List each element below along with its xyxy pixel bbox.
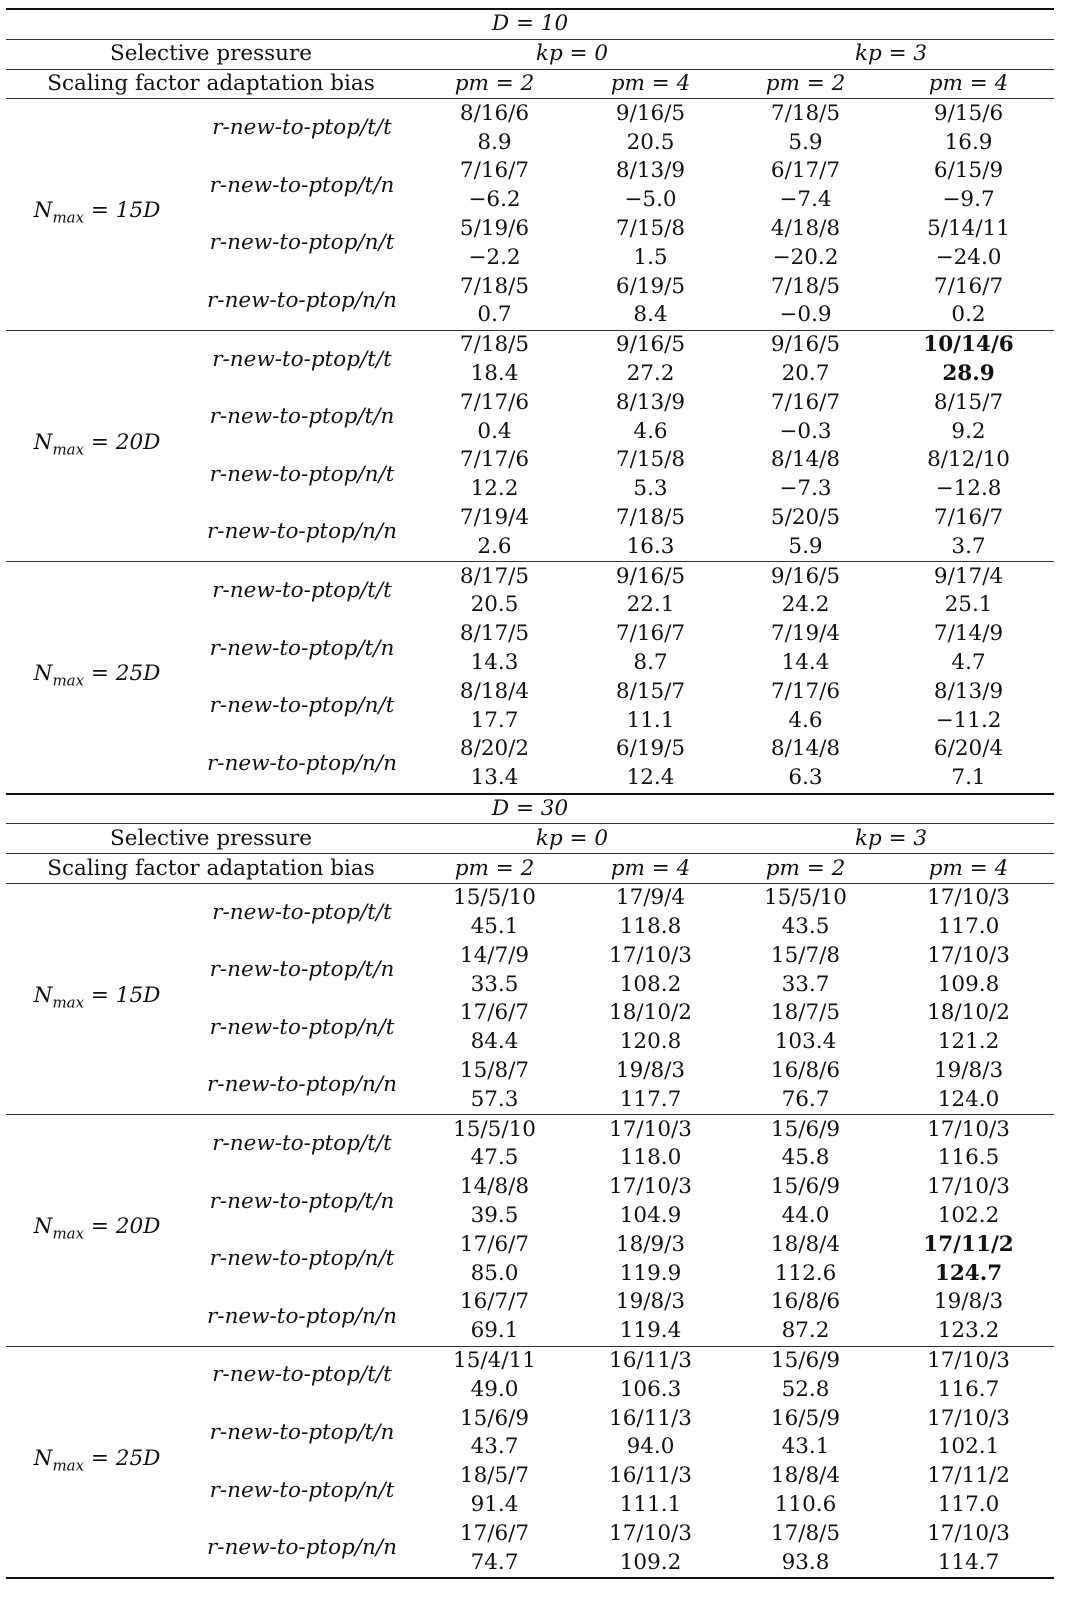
counts-cell: 18/10/2 bbox=[609, 1000, 692, 1026]
score-cell: −0.3 bbox=[779, 418, 832, 444]
score-cell: 14.3 bbox=[470, 649, 519, 675]
score-cell: 8.9 bbox=[477, 129, 512, 155]
score-cell: −24.0 bbox=[935, 244, 1002, 270]
counts-cell: 17/11/2 bbox=[927, 1463, 1010, 1489]
results-table-body bbox=[6, 9, 1054, 1578]
variant-label: r-new-to-ptop/t/n bbox=[209, 957, 395, 983]
score-cell: 49.0 bbox=[470, 1376, 519, 1402]
counts-cell: 8/13/9 bbox=[615, 389, 686, 415]
counts-cell: 17/10/3 bbox=[927, 1520, 1010, 1546]
score-cell: 3.7 bbox=[951, 533, 986, 559]
score-cell: 13.4 bbox=[470, 765, 519, 791]
score-cell: 119.4 bbox=[619, 1318, 682, 1344]
variant-label: r-new-to-ptop/t/t bbox=[188, 330, 416, 388]
counts-cell: 15/5/10 bbox=[416, 883, 573, 912]
counts-cell: 7/19/4 bbox=[459, 504, 530, 530]
counts-cell: 7/15/8 bbox=[615, 215, 686, 241]
counts-cell: 17/10/3 bbox=[609, 1520, 692, 1546]
counts-cell: 17/10/3 bbox=[883, 1115, 1054, 1144]
variant-label: r-new-to-ptop/n/t bbox=[209, 1014, 395, 1040]
score-cell: 12.4 bbox=[626, 765, 675, 791]
nmax-value: 20D bbox=[115, 429, 161, 455]
score-cell: 124.7 bbox=[934, 1260, 1003, 1286]
score-cell: 5.9 bbox=[788, 129, 823, 155]
counts-cell: 17/10/3 bbox=[883, 883, 1054, 912]
score-cell: −7.4 bbox=[779, 187, 832, 213]
score-cell: 16.9 bbox=[944, 129, 993, 155]
counts-cell: 8/14/8 bbox=[770, 447, 841, 473]
counts-cell: 16/8/6 bbox=[770, 1289, 841, 1315]
counts-cell: 17/10/3 bbox=[927, 1174, 1010, 1200]
dimension-label: D = 30 bbox=[6, 794, 1054, 824]
counts-cell: 9/16/5 bbox=[728, 562, 883, 591]
counts-cell: 17/8/5 bbox=[770, 1520, 841, 1546]
counts-cell: 15/6/9 bbox=[459, 1405, 530, 1431]
score-cell: 4.6 bbox=[633, 418, 668, 444]
nmax-label: $N_{max} = 20D$ bbox=[6, 1115, 188, 1346]
counts-cell: 9/16/5 bbox=[573, 330, 728, 359]
counts-cell: 5/20/5 bbox=[770, 504, 841, 530]
counts-cell: 15/8/7 bbox=[459, 1058, 530, 1084]
pm-header: pm = 4 bbox=[883, 854, 1054, 884]
counts-cell: 10/14/6 bbox=[883, 330, 1054, 359]
variant-label: r-new-to-ptop/t/n bbox=[209, 404, 395, 430]
variant-label: r-new-to-ptop/t/n bbox=[209, 1188, 395, 1214]
score-cell: 0.4 bbox=[477, 418, 512, 444]
counts-cell: 18/7/5 bbox=[770, 1000, 841, 1026]
counts-cell: 15/6/9 bbox=[728, 1115, 883, 1144]
variant-label: r-new-to-ptop/n/n bbox=[207, 287, 397, 313]
bias-header-row bbox=[6, 854, 1054, 884]
score-cell: 24.2 bbox=[781, 592, 830, 618]
counts-cell: 18/8/4 bbox=[770, 1463, 841, 1489]
variant-label: r-new-to-ptop/n/n bbox=[207, 750, 397, 776]
table-row bbox=[6, 883, 1054, 912]
table-row bbox=[6, 99, 1054, 128]
counts-cell: 7/17/6 bbox=[459, 389, 530, 415]
score-cell: 106.3 bbox=[619, 1376, 682, 1402]
score-cell: 0.7 bbox=[477, 302, 512, 328]
nmax-label: $N_{max} = 20D$ bbox=[6, 330, 188, 561]
variant-label: r-new-to-ptop/n/t bbox=[209, 461, 395, 487]
score-cell: 102.2 bbox=[937, 1203, 1000, 1229]
score-cell: 69.1 bbox=[470, 1318, 519, 1344]
score-cell: −5.0 bbox=[624, 187, 677, 213]
counts-cell: 7/15/8 bbox=[615, 447, 686, 473]
counts-cell: 16/5/9 bbox=[770, 1405, 841, 1431]
score-cell: 94.0 bbox=[626, 1434, 675, 1460]
score-cell: 20.5 bbox=[626, 129, 675, 155]
counts-cell: 18/10/2 bbox=[927, 1000, 1010, 1026]
variant-label: r-new-to-ptop/n/n bbox=[207, 1303, 397, 1329]
score-cell: 20.7 bbox=[781, 360, 830, 386]
score-cell: 28.9 bbox=[942, 360, 995, 386]
score-cell: 117.7 bbox=[619, 1086, 682, 1112]
score-cell: 118.8 bbox=[619, 914, 682, 940]
counts-cell: 8/14/8 bbox=[770, 736, 841, 762]
score-cell: 25.1 bbox=[944, 592, 993, 618]
counts-cell: 16/8/6 bbox=[770, 1058, 841, 1084]
score-cell: 57.3 bbox=[470, 1086, 519, 1112]
table-row bbox=[6, 1115, 1054, 1144]
counts-cell: 17/11/2 bbox=[923, 1231, 1014, 1257]
counts-cell: 9/16/5 bbox=[728, 330, 883, 359]
table-row bbox=[6, 562, 1054, 591]
score-cell: 84.4 bbox=[470, 1029, 519, 1055]
counts-cell: 16/11/3 bbox=[609, 1405, 692, 1431]
counts-cell: 19/8/3 bbox=[615, 1058, 686, 1084]
score-cell: 2.6 bbox=[477, 533, 512, 559]
nmax-label: $N_{max} = 25D$ bbox=[6, 1346, 188, 1578]
score-cell: −9.7 bbox=[942, 187, 995, 213]
score-cell: 117.0 bbox=[937, 1492, 1000, 1518]
variant-label: r-new-to-ptop/n/t bbox=[209, 1477, 395, 1503]
score-cell: 6.3 bbox=[788, 765, 823, 791]
table-row bbox=[6, 330, 1054, 359]
score-cell: 102.1 bbox=[937, 1434, 1000, 1460]
variant-label: r-new-to-ptop/n/t bbox=[209, 230, 395, 256]
variant-label: r-new-to-ptop/t/n bbox=[209, 635, 395, 661]
counts-cell: 17/6/7 bbox=[459, 1520, 530, 1546]
variant-label: r-new-to-ptop/t/t bbox=[188, 883, 416, 941]
variant-label: r-new-to-ptop/n/n bbox=[207, 1072, 397, 1098]
variant-label: r-new-to-ptop/t/t bbox=[188, 1115, 416, 1173]
counts-cell: 5/19/6 bbox=[459, 215, 530, 241]
score-cell: 43.5 bbox=[781, 914, 830, 940]
counts-cell: 8/15/7 bbox=[615, 678, 686, 704]
score-cell: 74.7 bbox=[416, 1548, 573, 1578]
variant-label: r-new-to-ptop/n/t bbox=[209, 693, 395, 719]
table-row bbox=[6, 1346, 1054, 1375]
score-cell: 9.2 bbox=[951, 418, 986, 444]
score-cell: 7.1 bbox=[951, 765, 986, 791]
score-cell: −12.8 bbox=[935, 476, 1002, 502]
counts-cell: 17/10/3 bbox=[883, 1346, 1054, 1375]
score-cell: 109.2 bbox=[573, 1548, 728, 1578]
score-cell: 12.2 bbox=[470, 476, 519, 502]
kp-header: kp = 0 bbox=[416, 824, 728, 854]
variant-label: r-new-to-ptop/n/t bbox=[209, 1246, 395, 1272]
score-cell: 5.3 bbox=[633, 476, 668, 502]
counts-cell: 7/18/5 bbox=[728, 99, 883, 128]
pm-header: pm = 2 bbox=[416, 854, 573, 884]
counts-cell: 17/10/3 bbox=[573, 1115, 728, 1144]
counts-cell: 14/7/9 bbox=[459, 942, 530, 968]
score-cell: 17.7 bbox=[470, 707, 519, 733]
score-cell: 43.1 bbox=[781, 1434, 830, 1460]
score-cell: 27.2 bbox=[626, 360, 675, 386]
variant-label: r-new-to-ptop/t/n bbox=[209, 1420, 395, 1446]
dimension-row bbox=[6, 794, 1054, 824]
counts-cell: 14/8/8 bbox=[459, 1174, 530, 1200]
counts-cell: 7/18/5 bbox=[416, 330, 573, 359]
kp-header: kp = 3 bbox=[728, 39, 1054, 69]
counts-cell: 4/18/8 bbox=[770, 215, 841, 241]
counts-cell: 15/5/10 bbox=[728, 883, 883, 912]
counts-cell: 19/8/3 bbox=[615, 1289, 686, 1315]
score-cell: 5.9 bbox=[788, 533, 823, 559]
counts-cell: 17/10/3 bbox=[927, 1405, 1010, 1431]
selective-pressure-row bbox=[6, 824, 1054, 854]
score-cell: 18.4 bbox=[470, 360, 519, 386]
score-cell: 0.2 bbox=[951, 302, 986, 328]
score-cell: 112.6 bbox=[774, 1260, 837, 1286]
score-cell: 91.4 bbox=[470, 1492, 519, 1518]
score-cell: 110.6 bbox=[774, 1492, 837, 1518]
selective-pressure-row bbox=[6, 39, 1054, 69]
score-cell: 120.8 bbox=[619, 1029, 682, 1055]
score-cell: 108.2 bbox=[619, 971, 682, 997]
counts-cell: 8/17/5 bbox=[459, 621, 530, 647]
pm-header: pm = 4 bbox=[573, 69, 728, 99]
counts-cell: 8/13/9 bbox=[615, 158, 686, 184]
nmax-label: $N_{max} = 25D$ bbox=[6, 562, 188, 794]
counts-cell: 17/9/4 bbox=[573, 883, 728, 912]
counts-cell: 6/19/5 bbox=[615, 736, 686, 762]
score-cell: 1.5 bbox=[633, 244, 668, 270]
score-cell: 85.0 bbox=[470, 1260, 519, 1286]
selective-pressure-label: Selective pressure bbox=[6, 824, 416, 854]
kp-header: kp = 0 bbox=[416, 39, 728, 69]
counts-cell: 7/16/7 bbox=[615, 621, 686, 647]
bias-label: Scaling factor adaptation bias bbox=[6, 69, 416, 99]
score-cell: 16.3 bbox=[626, 533, 675, 559]
nmax-value: 25D bbox=[115, 661, 161, 687]
score-cell: −2.2 bbox=[468, 244, 521, 270]
score-cell: 45.8 bbox=[781, 1145, 830, 1171]
counts-cell: 8/18/4 bbox=[459, 678, 530, 704]
counts-cell: 17/10/3 bbox=[927, 942, 1010, 968]
counts-cell: 6/15/9 bbox=[933, 158, 1004, 184]
score-cell: 8.7 bbox=[633, 649, 668, 675]
score-cell: 121.2 bbox=[937, 1029, 1000, 1055]
score-cell: 4.7 bbox=[951, 649, 986, 675]
results-table bbox=[6, 8, 1054, 1579]
nmax-value: 20D bbox=[115, 1214, 161, 1240]
variant-label: r-new-to-ptop/n/n bbox=[207, 519, 397, 545]
score-cell: 20.5 bbox=[470, 592, 519, 618]
score-cell: 109.8 bbox=[937, 971, 1000, 997]
counts-cell: 15/6/9 bbox=[770, 1174, 841, 1200]
score-cell: 11.1 bbox=[626, 707, 675, 733]
score-cell: 76.7 bbox=[781, 1086, 830, 1112]
nmax-label: $N_{max} = 15D$ bbox=[6, 883, 188, 1114]
bias-header-row bbox=[6, 69, 1054, 99]
nmax-value: 15D bbox=[115, 982, 161, 1008]
counts-cell: 9/17/4 bbox=[883, 562, 1054, 591]
score-cell: 87.2 bbox=[781, 1318, 830, 1344]
counts-cell: 8/15/7 bbox=[933, 389, 1004, 415]
variant-label: r-new-to-ptop/n/n bbox=[207, 1535, 397, 1561]
counts-cell: 7/16/7 bbox=[933, 504, 1004, 530]
kp-header: kp = 3 bbox=[728, 824, 1054, 854]
nmax-value: 25D bbox=[115, 1445, 161, 1471]
score-cell: 119.9 bbox=[619, 1260, 682, 1286]
counts-cell: 7/17/6 bbox=[770, 678, 841, 704]
counts-cell: 7/16/7 bbox=[933, 273, 1004, 299]
counts-cell: 7/14/9 bbox=[933, 621, 1004, 647]
counts-cell: 9/15/6 bbox=[883, 99, 1054, 128]
counts-cell: 17/6/7 bbox=[459, 1000, 530, 1026]
pm-header: pm = 2 bbox=[728, 854, 883, 884]
score-cell: 114.7 bbox=[883, 1548, 1054, 1578]
counts-cell: 17/10/3 bbox=[609, 1174, 692, 1200]
counts-cell: 9/16/5 bbox=[573, 99, 728, 128]
score-cell: 47.5 bbox=[470, 1145, 519, 1171]
pm-header: pm = 4 bbox=[573, 854, 728, 884]
counts-cell: 6/17/7 bbox=[770, 158, 841, 184]
counts-cell: 8/12/10 bbox=[927, 447, 1010, 473]
dimension-row bbox=[6, 9, 1054, 39]
counts-cell: 17/10/3 bbox=[609, 942, 692, 968]
score-cell: −7.3 bbox=[779, 476, 832, 502]
counts-cell: 15/4/11 bbox=[416, 1346, 573, 1375]
dimension-label: D = 10 bbox=[6, 9, 1054, 39]
score-cell: 116.7 bbox=[937, 1376, 1000, 1402]
nmax-value: 15D bbox=[115, 198, 161, 224]
score-cell: 116.5 bbox=[937, 1145, 1000, 1171]
counts-cell: 7/19/4 bbox=[770, 621, 841, 647]
bias-label: Scaling factor adaptation bias bbox=[6, 854, 416, 884]
counts-cell: 8/13/9 bbox=[933, 678, 1004, 704]
score-cell: 117.0 bbox=[937, 914, 1000, 940]
variant-label: r-new-to-ptop/t/n bbox=[209, 172, 395, 198]
score-cell: 39.5 bbox=[470, 1203, 519, 1229]
counts-cell: 8/16/6 bbox=[416, 99, 573, 128]
counts-cell: 19/8/3 bbox=[933, 1058, 1004, 1084]
score-cell: 4.6 bbox=[788, 707, 823, 733]
counts-cell: 17/6/7 bbox=[459, 1231, 530, 1257]
counts-cell: 16/11/3 bbox=[573, 1346, 728, 1375]
counts-cell: 6/19/5 bbox=[615, 273, 686, 299]
counts-cell: 16/7/7 bbox=[459, 1289, 530, 1315]
counts-cell: 7/18/5 bbox=[615, 504, 686, 530]
counts-cell: 9/16/5 bbox=[573, 562, 728, 591]
score-cell: 118.0 bbox=[619, 1145, 682, 1171]
counts-cell: 18/8/4 bbox=[770, 1231, 841, 1257]
score-cell: 124.0 bbox=[937, 1086, 1000, 1112]
score-cell: −20.2 bbox=[772, 244, 839, 270]
counts-cell: 8/17/5 bbox=[416, 562, 573, 591]
counts-cell: 15/5/10 bbox=[416, 1115, 573, 1144]
counts-cell: 16/11/3 bbox=[609, 1463, 692, 1489]
counts-cell: 5/14/11 bbox=[927, 215, 1010, 241]
score-cell: −6.2 bbox=[468, 187, 521, 213]
counts-cell: 7/18/5 bbox=[770, 273, 841, 299]
counts-cell: 7/17/6 bbox=[459, 447, 530, 473]
pm-header: pm = 2 bbox=[416, 69, 573, 99]
score-cell: 45.1 bbox=[470, 914, 519, 940]
score-cell: 111.1 bbox=[619, 1492, 682, 1518]
score-cell: 93.8 bbox=[728, 1548, 883, 1578]
counts-cell: 7/16/7 bbox=[770, 389, 841, 415]
score-cell: 33.7 bbox=[781, 971, 830, 997]
counts-cell: 6/20/4 bbox=[933, 736, 1004, 762]
score-cell: 8.4 bbox=[633, 302, 668, 328]
score-cell: 33.5 bbox=[470, 971, 519, 997]
counts-cell: 7/18/5 bbox=[459, 273, 530, 299]
score-cell: 22.1 bbox=[626, 592, 675, 618]
counts-cell: 7/16/7 bbox=[459, 158, 530, 184]
score-cell: 103.4 bbox=[774, 1029, 837, 1055]
score-cell: 104.9 bbox=[619, 1203, 682, 1229]
pm-header: pm = 4 bbox=[883, 69, 1054, 99]
variant-label: r-new-to-ptop/t/t bbox=[188, 99, 416, 157]
counts-cell: 15/6/9 bbox=[728, 1346, 883, 1375]
counts-cell: 15/7/8 bbox=[770, 942, 841, 968]
score-cell: 123.2 bbox=[937, 1318, 1000, 1344]
score-cell: −11.2 bbox=[935, 707, 1002, 733]
counts-cell: 18/9/3 bbox=[615, 1231, 686, 1257]
counts-cell: 19/8/3 bbox=[933, 1289, 1004, 1315]
score-cell: 14.4 bbox=[781, 649, 830, 675]
score-cell: 44.0 bbox=[781, 1203, 830, 1229]
counts-cell: 8/20/2 bbox=[459, 736, 530, 762]
selective-pressure-label: Selective pressure bbox=[6, 39, 416, 69]
score-cell: 43.7 bbox=[470, 1434, 519, 1460]
score-cell: −0.9 bbox=[779, 302, 832, 328]
counts-cell: 18/5/7 bbox=[459, 1463, 530, 1489]
score-cell: 52.8 bbox=[781, 1376, 830, 1402]
variant-label: r-new-to-ptop/t/t bbox=[188, 1346, 416, 1404]
nmax-label: $N_{max} = 15D$ bbox=[6, 99, 188, 330]
pm-header: pm = 2 bbox=[728, 69, 883, 99]
variant-label: r-new-to-ptop/t/t bbox=[188, 562, 416, 620]
